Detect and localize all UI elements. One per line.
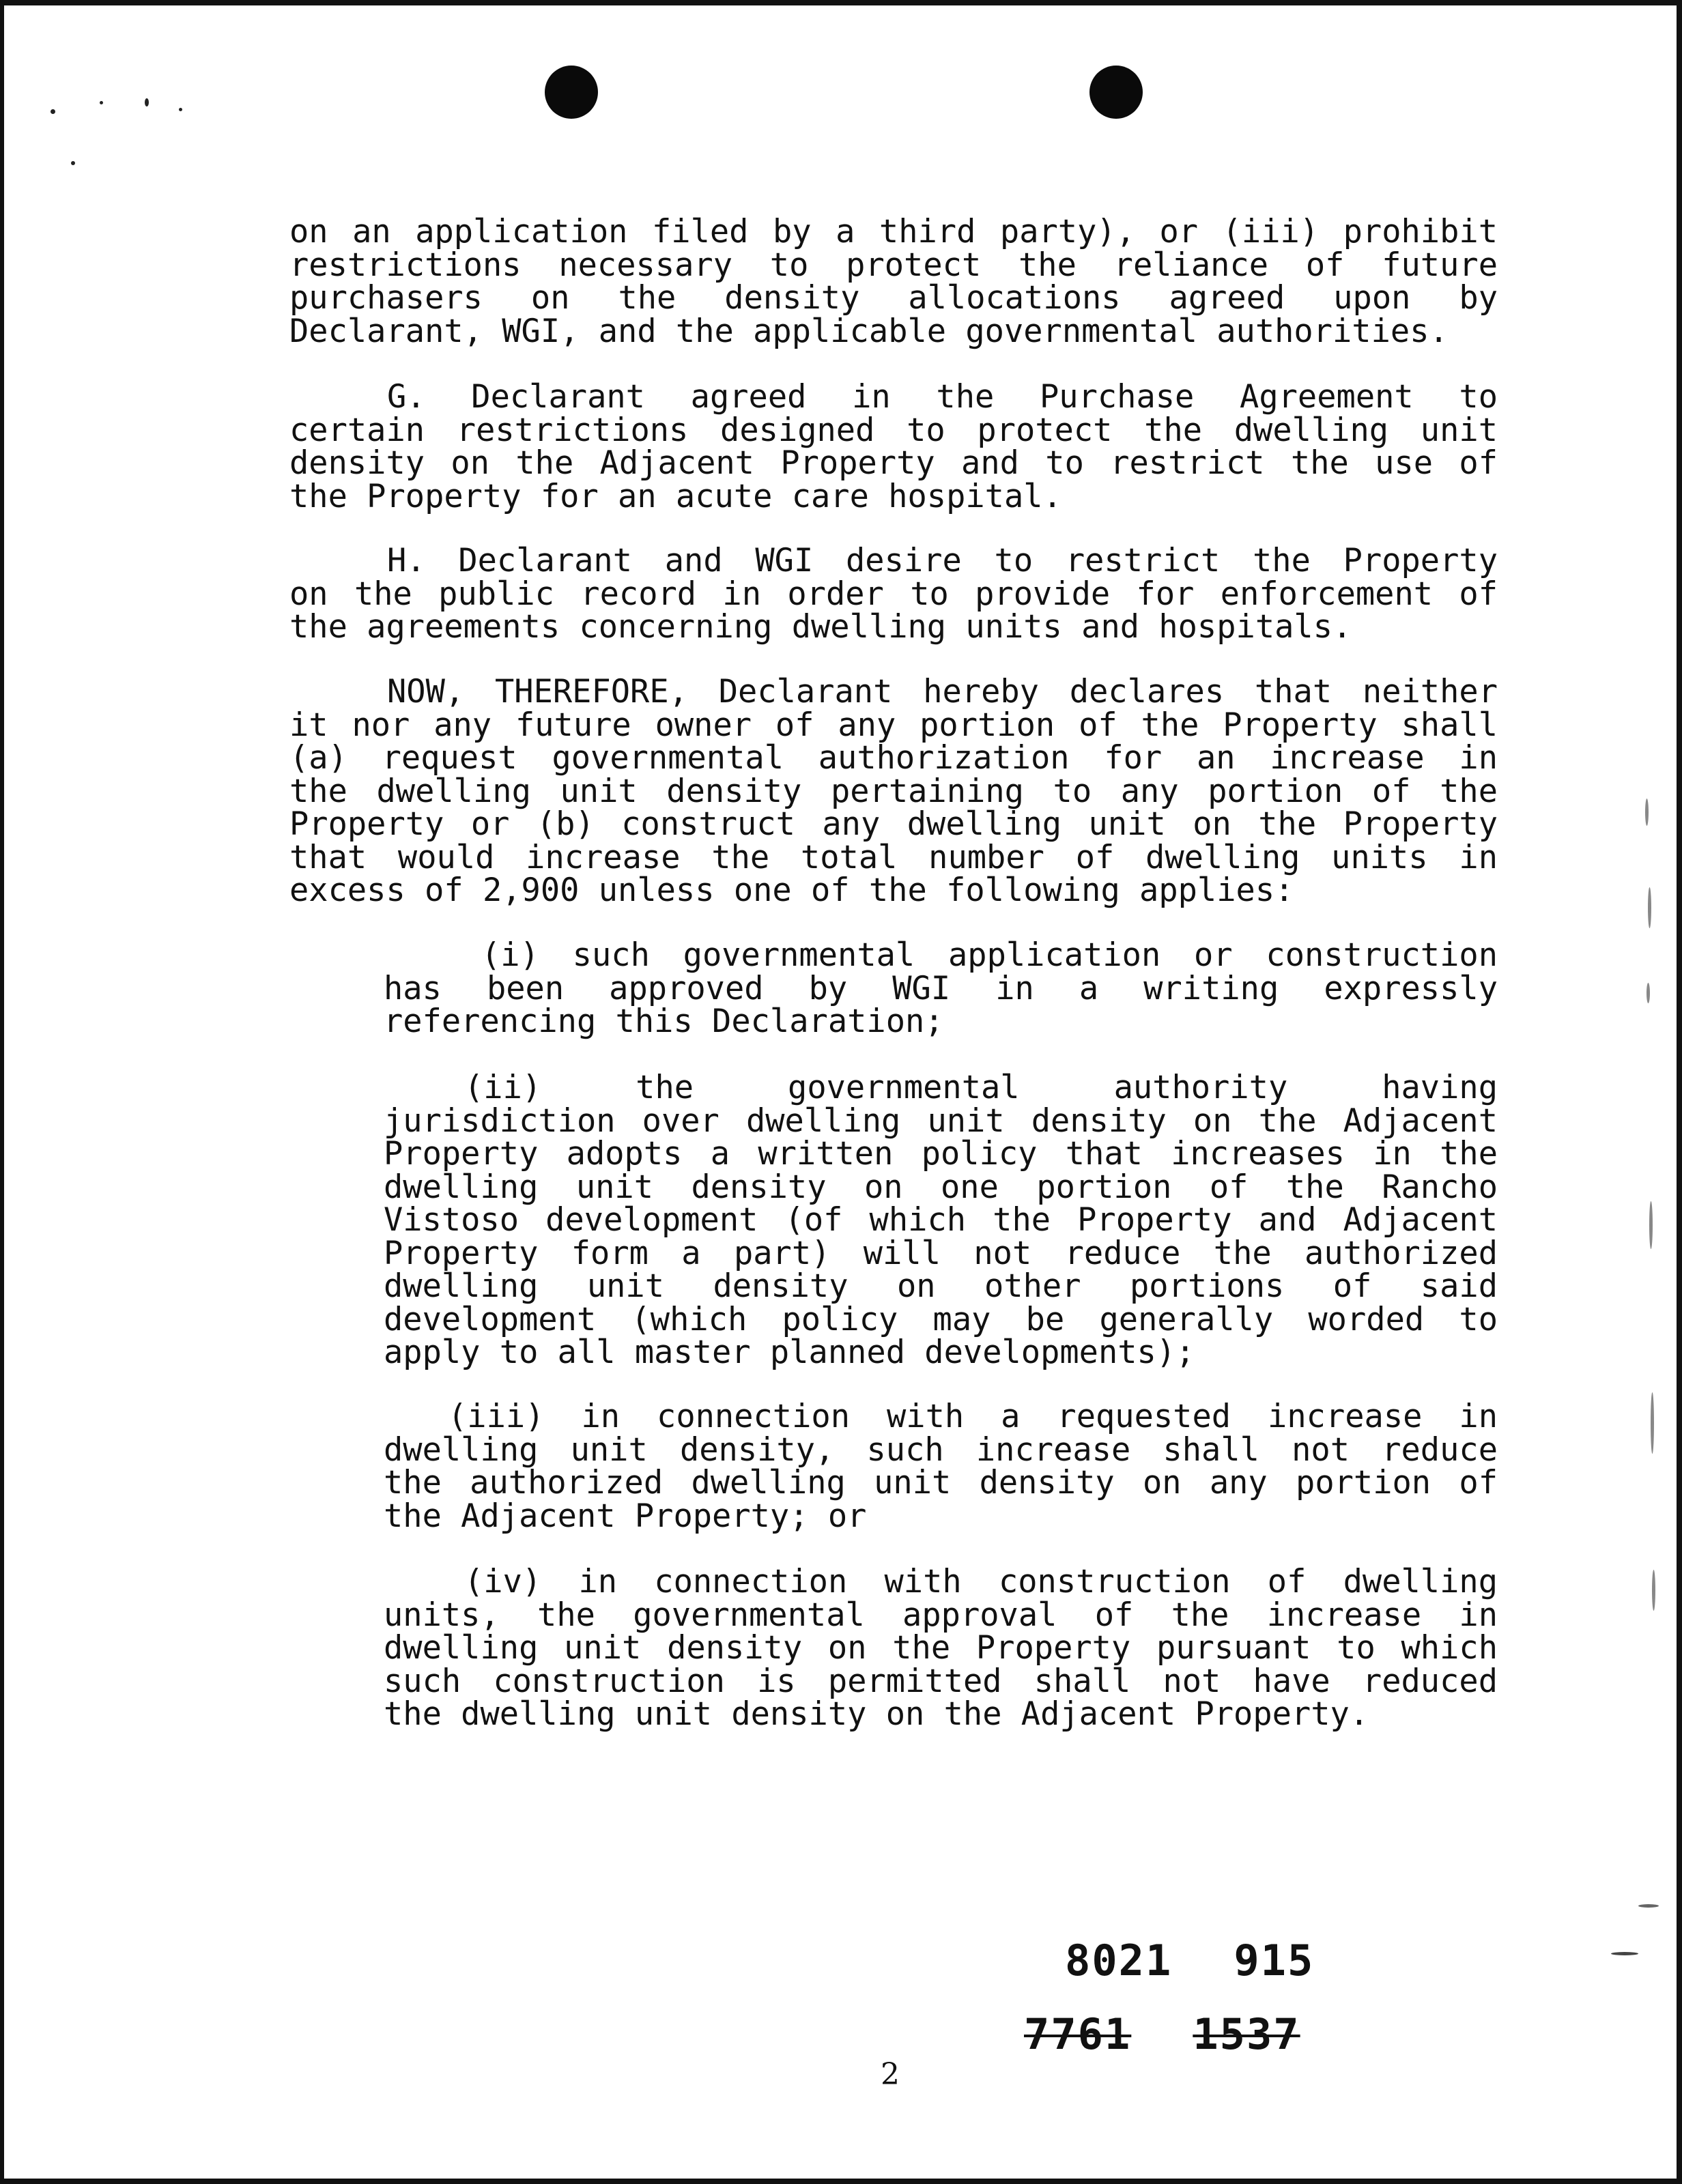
scan-speck <box>71 161 75 165</box>
scan-speck <box>100 101 103 104</box>
page-number: 2 <box>881 2057 900 2092</box>
text-line: has been approved by WGI in a writing expressly <box>384 969 1498 1007</box>
old-page-number: 1537 <box>1193 2009 1300 2059</box>
page-edge-right <box>1677 0 1682 2184</box>
text-line: the agreements concerning dwelling units and hospitals. <box>289 608 1352 646</box>
recording-page-number: 915 <box>1234 1936 1315 1985</box>
text-line: (ii) the governmental authority having <box>464 1069 1498 1106</box>
page-edge-bottom <box>0 2179 1682 2184</box>
text-line: the authorized dwelling unit density on any portion of <box>384 1464 1498 1502</box>
condition-item-iv <box>384 1563 1498 1733</box>
recital-h-paragraph <box>289 542 1498 646</box>
text-line: certain restrictions designed to protect the dwelling unit <box>289 411 1498 449</box>
scan-speck <box>1651 1392 1654 1454</box>
scan-speck <box>51 109 55 114</box>
text-line: it nor any future owner of any portion of the Property shall <box>289 706 1498 744</box>
text-line: dwelling unit density on other portions of said <box>384 1267 1498 1305</box>
condition-item-i <box>384 936 1498 1040</box>
text-line: jurisdiction over dwelling unit density on the Adjacent <box>384 1102 1498 1140</box>
text-line: (i) such governmental application or construction <box>481 936 1498 974</box>
scan-speck <box>1638 1904 1659 1908</box>
page-edge-left <box>0 0 4 2184</box>
declaration-paragraph <box>289 673 1498 909</box>
text-line: the Adjacent Property; or <box>384 1497 867 1535</box>
text-line: NOW, THEREFORE, Declarant hereby declares that neither <box>387 673 1498 710</box>
recording-stamp <box>1065 1936 1314 1985</box>
text-line: referencing this Declaration; <box>384 1003 944 1040</box>
scan-speck <box>1649 1201 1653 1249</box>
scan-speck <box>179 108 182 111</box>
text-line: density on the Adjacent Property and to restrict the use of <box>289 444 1498 482</box>
text-line: Declarant, WGI, and the applicable governmental authorities. <box>289 312 1449 350</box>
text-line: excess of 2,900 unless one of the following applies: <box>289 872 1294 909</box>
recording-book-number: 8021 <box>1065 1936 1173 1985</box>
text-line: dwelling unit density, such increase shall not reduce <box>384 1431 1498 1469</box>
scan-speck <box>1611 1952 1638 1955</box>
text-line: Vistoso development (of which the Property and Adjacent <box>384 1201 1498 1239</box>
scan-speck <box>145 98 149 106</box>
text-line: that would increase the total number of dwelling units in <box>289 838 1498 876</box>
text-line: development (which policy may be generally worded to <box>384 1300 1498 1338</box>
text-line: (iii) in connection with a requested increase in <box>448 1398 1498 1435</box>
text-line: Property adopts a written policy that increases in the <box>384 1135 1498 1173</box>
punch-hole-right <box>1089 66 1143 119</box>
text-line: the dwelling unit density on the Adjacent Property. <box>384 1695 1369 1733</box>
text-line: (iv) in connection with construction of dwelling <box>464 1563 1498 1600</box>
text-line: purchasers on the density allocations agreed upon by <box>289 279 1498 317</box>
text-line: on an application filed by a third party), or (iii) prohibit <box>289 213 1498 250</box>
recording-stamp-struck <box>1024 2009 1300 2059</box>
text-line: the Property for an acute care hospital. <box>289 477 1062 515</box>
scan-speck <box>1652 1570 1655 1611</box>
text-line: dwelling unit density on one portion of the Rancho <box>384 1168 1498 1206</box>
text-line: H. Declarant and WGI desire to restrict the Property <box>387 542 1498 579</box>
text-line: apply to all master planned developments); <box>384 1334 1195 1371</box>
text-line: G. Declarant agreed in the Purchase Agreement to <box>387 378 1498 416</box>
text-line: Property or (b) construct any dwelling unit on the Property <box>289 805 1498 843</box>
scan-speck <box>1648 887 1651 928</box>
scan-speck <box>1645 799 1649 826</box>
continuation-paragraph <box>289 213 1498 350</box>
old-book-number: 7761 <box>1024 2009 1132 2059</box>
recital-g-paragraph <box>289 378 1498 515</box>
text-line: Property form a part) will not reduce the authorized <box>384 1234 1498 1272</box>
condition-item-ii <box>384 1069 1498 1371</box>
text-line: such construction is permitted shall not have reduced <box>384 1662 1498 1700</box>
text-line: on the public record in order to provide for enforcement of <box>289 575 1498 613</box>
text-line: (a) request governmental authorization for an increase in <box>289 739 1498 777</box>
condition-item-iii <box>384 1400 1498 1533</box>
punch-hole-left <box>545 66 598 119</box>
text-line: restrictions necessary to protect the reliance of future <box>289 246 1498 284</box>
text-line: dwelling unit density on the Property pursuant to which <box>384 1629 1498 1667</box>
text-line: units, the governmental approval of the increase in <box>384 1596 1498 1634</box>
scan-speck <box>1647 983 1650 1003</box>
text-line: the dwelling unit density pertaining to any portion of the <box>289 772 1498 810</box>
page-edge-top <box>0 0 1682 5</box>
